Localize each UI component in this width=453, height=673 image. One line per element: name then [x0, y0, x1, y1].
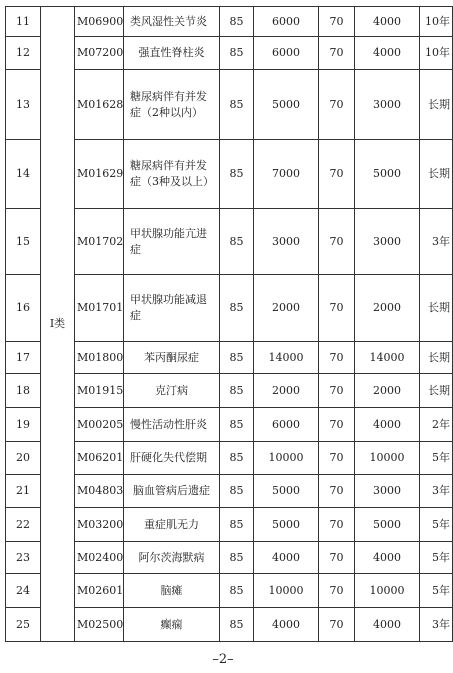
- disease-name-cell: 类风湿性关节炎: [124, 7, 220, 37]
- ratio-cell-2: 70: [319, 7, 355, 37]
- ratio-cell-2: 70: [319, 140, 355, 209]
- row-number-cell: 14: [6, 140, 41, 209]
- disease-name-cell: 强直性脊柱炎: [124, 37, 220, 70]
- limit-cell-1: 3000: [254, 209, 319, 275]
- ratio-cell-2: 70: [319, 475, 355, 508]
- ratio-cell-2: 70: [319, 608, 355, 642]
- row-number-cell: 16: [6, 275, 41, 342]
- limit-cell-1: 4000: [254, 542, 319, 574]
- duration-cell: 长期: [420, 342, 453, 374]
- row-number-cell: 21: [6, 475, 41, 508]
- row-number-cell: 15: [6, 209, 41, 275]
- ratio-cell-2: 70: [319, 542, 355, 574]
- limit-cell-2: 4000: [355, 542, 420, 574]
- disease-code-cell: M06201: [75, 442, 124, 475]
- limit-cell-2: 4000: [355, 7, 420, 37]
- ratio-cell-1: 85: [220, 508, 254, 542]
- limit-cell-2: 14000: [355, 342, 420, 374]
- duration-cell: 10年: [420, 37, 453, 70]
- row-number-cell: 23: [6, 542, 41, 574]
- disease-code-cell: M02500: [75, 608, 124, 642]
- limit-cell-2: 3000: [355, 70, 420, 140]
- ratio-cell-1: 85: [220, 37, 254, 70]
- limit-cell-1: 4000: [254, 608, 319, 642]
- limit-cell-2: 3000: [355, 475, 420, 508]
- row-number-cell: 24: [6, 574, 41, 608]
- limit-cell-1: 14000: [254, 342, 319, 374]
- disease-code-cell: M00205: [75, 408, 124, 442]
- ratio-cell-1: 85: [220, 140, 254, 209]
- ratio-cell-1: 85: [220, 408, 254, 442]
- ratio-cell-1: 85: [220, 275, 254, 342]
- ratio-cell-2: 70: [319, 342, 355, 374]
- disease-code-cell: M01800: [75, 342, 124, 374]
- disease-name-cell: 慢性活动性肝炎: [124, 408, 220, 442]
- ratio-cell-1: 85: [220, 70, 254, 140]
- ratio-cell-1: 85: [220, 442, 254, 475]
- row-number-cell: 13: [6, 70, 41, 140]
- ratio-cell-1: 85: [220, 7, 254, 37]
- disease-name-cell: 脑血管病后遗症: [124, 475, 220, 508]
- duration-cell: 5年: [420, 574, 453, 608]
- disease-code-cell: M01915: [75, 374, 124, 408]
- limit-cell-1: 6000: [254, 37, 319, 70]
- ratio-cell-1: 85: [220, 608, 254, 642]
- duration-cell: 长期: [420, 374, 453, 408]
- ratio-cell-1: 85: [220, 342, 254, 374]
- disease-table: [5, 6, 453, 642]
- duration-cell: 3年: [420, 608, 453, 642]
- ratio-cell-2: 70: [319, 508, 355, 542]
- limit-cell-2: 4000: [355, 408, 420, 442]
- disease-code-cell: M03200: [75, 508, 124, 542]
- row-number-cell: 17: [6, 342, 41, 374]
- duration-cell: 5年: [420, 508, 453, 542]
- disease-code-cell: M01701: [75, 275, 124, 342]
- row-number-cell: 18: [6, 374, 41, 408]
- category-cell: Ⅰ类: [41, 7, 75, 642]
- disease-code-cell: M01702: [75, 209, 124, 275]
- limit-cell-1: 6000: [254, 408, 319, 442]
- disease-name-cell: 甲状腺功能亢进症: [124, 209, 220, 275]
- ratio-cell-2: 70: [319, 275, 355, 342]
- disease-code-cell: M07200: [75, 37, 124, 70]
- table-row: [6, 7, 453, 37]
- limit-cell-2: 2000: [355, 275, 420, 342]
- row-number-cell: 12: [6, 37, 41, 70]
- duration-cell: 3年: [420, 475, 453, 508]
- limit-cell-1: 7000: [254, 140, 319, 209]
- limit-cell-1: 10000: [254, 574, 319, 608]
- limit-cell-1: 5000: [254, 475, 319, 508]
- ratio-cell-2: 70: [319, 70, 355, 140]
- limit-cell-2: 4000: [355, 608, 420, 642]
- duration-cell: 10年: [420, 7, 453, 37]
- disease-code-cell: M02601: [75, 574, 124, 608]
- disease-name-cell: 重症肌无力: [124, 508, 220, 542]
- disease-code-cell: M02400: [75, 542, 124, 574]
- limit-cell-2: 10000: [355, 442, 420, 475]
- row-number-cell: 19: [6, 408, 41, 442]
- disease-name-cell: 糖尿病伴有并发症（2种以内）: [124, 70, 220, 140]
- page-number: –2–: [212, 652, 234, 667]
- ratio-cell-2: 70: [319, 408, 355, 442]
- row-number-cell: 22: [6, 508, 41, 542]
- disease-name-cell: 阿尔茨海默病: [124, 542, 220, 574]
- disease-name-cell: 克汀病: [124, 374, 220, 408]
- ratio-cell-1: 85: [220, 374, 254, 408]
- limit-cell-1: 5000: [254, 70, 319, 140]
- limit-cell-1: 5000: [254, 508, 319, 542]
- disease-name-cell: 癫痫: [124, 608, 220, 642]
- limit-cell-2: 3000: [355, 209, 420, 275]
- ratio-cell-1: 85: [220, 574, 254, 608]
- ratio-cell-2: 70: [319, 374, 355, 408]
- limit-cell-1: 2000: [254, 275, 319, 342]
- limit-cell-1: 10000: [254, 442, 319, 475]
- row-number-cell: 11: [6, 7, 41, 37]
- disease-name-cell: 苯丙酮尿症: [124, 342, 220, 374]
- limit-cell-2: 5000: [355, 508, 420, 542]
- disease-name-cell: 肝硬化失代偿期: [124, 442, 220, 475]
- limit-cell-2: 4000: [355, 37, 420, 70]
- duration-cell: 2年: [420, 408, 453, 442]
- disease-code-cell: M06900: [75, 7, 124, 37]
- disease-name-cell: 脑瘫: [124, 574, 220, 608]
- duration-cell: 3年: [420, 209, 453, 275]
- duration-cell: 长期: [420, 70, 453, 140]
- disease-code-cell: M04803: [75, 475, 124, 508]
- duration-cell: 5年: [420, 442, 453, 475]
- disease-name-cell: 糖尿病伴有并发症（3种及以上）: [124, 140, 220, 209]
- duration-cell: 长期: [420, 275, 453, 342]
- disease-name-cell: 甲状腺功能减退症: [124, 275, 220, 342]
- duration-cell: 5年: [420, 542, 453, 574]
- disease-code-cell: M01628: [75, 70, 124, 140]
- ratio-cell-2: 70: [319, 574, 355, 608]
- row-number-cell: 25: [6, 608, 41, 642]
- duration-cell: 长期: [420, 140, 453, 209]
- limit-cell-1: 2000: [254, 374, 319, 408]
- ratio-cell-2: 70: [319, 209, 355, 275]
- disease-code-cell: M01629: [75, 140, 124, 209]
- ratio-cell-1: 85: [220, 475, 254, 508]
- limit-cell-1: 6000: [254, 7, 319, 37]
- limit-cell-2: 5000: [355, 140, 420, 209]
- ratio-cell-2: 70: [319, 37, 355, 70]
- limit-cell-2: 2000: [355, 374, 420, 408]
- row-number-cell: 20: [6, 442, 41, 475]
- ratio-cell-2: 70: [319, 442, 355, 475]
- limit-cell-2: 10000: [355, 574, 420, 608]
- ratio-cell-1: 85: [220, 209, 254, 275]
- ratio-cell-1: 85: [220, 542, 254, 574]
